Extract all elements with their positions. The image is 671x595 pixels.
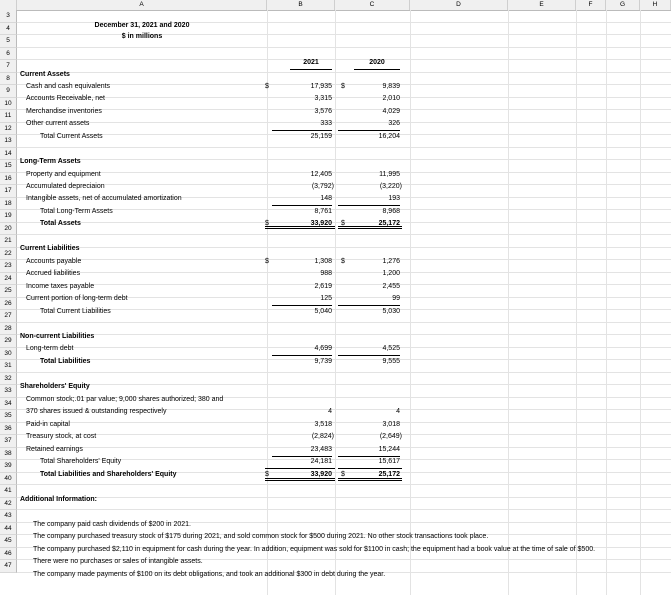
- column-header-e[interactable]: E: [508, 0, 576, 10]
- sheet-row[interactable]: [17, 173, 671, 186]
- value-tlta-2021[interactable]: 8,761: [314, 208, 332, 215]
- sheet-row[interactable]: [17, 273, 671, 286]
- sheet-row[interactable]: [17, 423, 671, 436]
- value-ltd-2021[interactable]: 4,699: [272, 343, 332, 356]
- label-tcl: Total Current Liabilities: [40, 308, 111, 315]
- label-pic: Paid-in capital: [26, 421, 70, 428]
- value-tca-2020[interactable]: 16,204: [378, 133, 400, 140]
- value-accrued-2021[interactable]: 988: [320, 270, 332, 277]
- value-cpltd-2021[interactable]: 125: [272, 293, 332, 306]
- label-treasury: Treasury stock, at cost: [26, 433, 97, 440]
- value-cash-2020[interactable]: 9,839: [382, 83, 400, 90]
- sheet-title: December 31, 2021 and 2020: [94, 22, 190, 29]
- label-itp: Income taxes payable: [26, 283, 95, 290]
- value-itp-2021[interactable]: 2,619: [314, 283, 332, 290]
- row-header[interactable]: 35: [0, 410, 17, 423]
- row-header[interactable]: 38: [0, 448, 17, 461]
- section-current-assets: Current Assets: [20, 71, 70, 78]
- row-header[interactable]: 9: [0, 85, 17, 98]
- label-total-current-assets: Total Current Assets: [40, 133, 103, 140]
- label-common-stock-2: 370 shares issued & outstanding respectively: [26, 408, 167, 415]
- row-header[interactable]: 15: [0, 160, 17, 173]
- sheet-row[interactable]: [17, 360, 671, 373]
- currency-sign: $: [341, 258, 345, 265]
- value-tse-2020[interactable]: 15,617: [378, 458, 400, 465]
- column-header-b[interactable]: B: [267, 0, 335, 10]
- row-header[interactable]: 3: [0, 10, 17, 23]
- value-ar-2021[interactable]: 3,315: [314, 95, 332, 102]
- note-1: The company paid cash dividends of $200 in 2021.: [33, 521, 191, 528]
- column-header-h[interactable]: H: [640, 0, 671, 10]
- sheet-row[interactable]: [17, 160, 671, 173]
- value-ppe-2021[interactable]: 12,405: [310, 171, 332, 178]
- column-header-d[interactable]: D: [410, 0, 508, 10]
- label-ap: Accounts payable: [26, 258, 82, 265]
- sheet-row[interactable]: [17, 235, 671, 248]
- label-total-lta: Total Long-Term Assets: [40, 208, 113, 215]
- value-tl-2020[interactable]: 9,555: [382, 358, 400, 365]
- row-header[interactable]: 43: [0, 510, 17, 523]
- column-header-g[interactable]: G: [606, 0, 640, 10]
- sheet-row[interactable]: [17, 498, 671, 511]
- label-total-assets: Total Assets: [40, 220, 81, 227]
- value-ta-2020[interactable]: 25,172: [378, 220, 400, 227]
- currency-sign: $: [341, 220, 345, 227]
- row-header[interactable]: 11: [0, 110, 17, 123]
- row-header[interactable]: 21: [0, 235, 17, 248]
- value-tlta-2020[interactable]: 8,968: [382, 208, 400, 215]
- sheet-row[interactable]: [17, 60, 671, 73]
- currency-sign: $: [265, 258, 269, 265]
- row-header[interactable]: 42: [0, 498, 17, 511]
- row-header[interactable]: 6: [0, 48, 17, 61]
- label-accrued: Accrued liabilities: [26, 270, 81, 277]
- row-header[interactable]: 31: [0, 360, 17, 373]
- row-header[interactable]: 4: [0, 23, 17, 36]
- currency-sign: $: [265, 471, 269, 478]
- value-ap-2021[interactable]: 1,308: [314, 258, 332, 265]
- value-pic-2021[interactable]: 3,518: [314, 421, 332, 428]
- row-header[interactable]: 5: [0, 35, 17, 48]
- label-tlse: Total Liabilities and Shareholders' Equity: [40, 471, 177, 478]
- value-dep-2021[interactable]: (3,792): [311, 183, 334, 190]
- note-5: The company made payments of $100 on its debt obligations, and took an additional $300 in debt during the year.: [33, 571, 386, 578]
- label-ar: Accounts Receivable, net: [26, 95, 105, 102]
- year-header-2021: 2021: [290, 57, 332, 70]
- row-header[interactable]: 22: [0, 248, 17, 261]
- row-header[interactable]: 10: [0, 98, 17, 111]
- select-all-corner[interactable]: [0, 0, 17, 10]
- row-header[interactable]: 34: [0, 398, 17, 411]
- row-header[interactable]: 23: [0, 260, 17, 273]
- section-noncurrent-liabilities: Non-current Liabilities: [20, 333, 95, 340]
- label-retained: Retained earnings: [26, 446, 83, 453]
- section-long-term-assets: Long-Term Assets: [20, 158, 81, 165]
- value-ppe-2020[interactable]: 11,995: [379, 171, 400, 178]
- row-header[interactable]: 20: [0, 223, 17, 236]
- section-additional-info: Additional Information:: [20, 496, 97, 503]
- value-pic-2020[interactable]: 3,018: [382, 421, 400, 428]
- row-header[interactable]: 39: [0, 460, 17, 473]
- currency-sign: $: [265, 83, 269, 90]
- row-header[interactable]: 44: [0, 523, 17, 536]
- value-tca-2021[interactable]: 25,159: [310, 133, 332, 140]
- section-equity: Shareholders' Equity: [20, 383, 90, 390]
- row-header[interactable]: 25: [0, 285, 17, 298]
- label-common-stock-1: Common stock;.01 par value; 9,000 shares authorized; 380 and: [26, 396, 224, 403]
- row-header[interactable]: 32: [0, 373, 17, 386]
- row-header[interactable]: 14: [0, 148, 17, 161]
- row-header[interactable]: 37: [0, 435, 17, 448]
- row-header[interactable]: 12: [0, 123, 17, 136]
- row-header[interactable]: 29: [0, 335, 17, 348]
- row-header[interactable]: 7: [0, 60, 17, 73]
- value-inventories-2021[interactable]: 3,576: [314, 108, 332, 115]
- row-header[interactable]: 18: [0, 198, 17, 211]
- value-oca-2020[interactable]: 326: [338, 118, 400, 131]
- value-oca-2021[interactable]: 333: [272, 118, 332, 131]
- label-tse: Total Shareholders' Equity: [40, 458, 122, 465]
- value-re-2020[interactable]: 15,244: [338, 444, 400, 457]
- row-header[interactable]: 17: [0, 185, 17, 198]
- currency-sign: $: [265, 220, 269, 227]
- sheet-row[interactable]: [17, 135, 671, 148]
- row-header[interactable]: 41: [0, 485, 17, 498]
- label-ltd: Long-term debt: [26, 345, 74, 352]
- row-header[interactable]: 28: [0, 323, 17, 336]
- sheet-row[interactable]: [17, 48, 671, 61]
- note-4: There were no purchases or sales of intangible assets.: [33, 558, 203, 565]
- value-tl-2021[interactable]: 9,739: [314, 358, 332, 365]
- sheet-subtitle: $ in millions: [121, 33, 163, 40]
- row-header[interactable]: 45: [0, 535, 17, 548]
- row-header[interactable]: 27: [0, 310, 17, 323]
- row-header[interactable]: 19: [0, 210, 17, 223]
- note-2: The company purchased treasury stock of $175 during 2021, and sold common stock for $500 during 2021. No other stock transactions took place.: [33, 533, 489, 540]
- sheet-row[interactable]: [17, 148, 671, 161]
- row-header[interactable]: 16: [0, 173, 17, 186]
- sheet-row[interactable]: [17, 485, 671, 498]
- label-cash: Cash and cash equivalents: [26, 83, 111, 90]
- label-intangibles: Intangible assets, net of accumulated amortization: [26, 195, 182, 202]
- column-header-c[interactable]: C: [335, 0, 410, 10]
- row-header[interactable]: 8: [0, 73, 17, 86]
- value-ap-2020[interactable]: 1,276: [382, 258, 400, 265]
- value-tcl-2021[interactable]: 5,040: [314, 308, 332, 315]
- value-ta-2021[interactable]: 33,920: [310, 220, 332, 227]
- value-tcl-2020[interactable]: 5,030: [382, 308, 400, 315]
- value-inventories-2020[interactable]: 4,029: [382, 108, 400, 115]
- row-header[interactable]: 46: [0, 548, 17, 561]
- value-itp-2020[interactable]: 2,455: [382, 283, 400, 290]
- value-ts-2020[interactable]: (2,649): [379, 433, 402, 440]
- value-tse-2021[interactable]: 24,181: [310, 458, 332, 465]
- row-header[interactable]: 40: [0, 473, 17, 486]
- column-header-a[interactable]: A: [17, 0, 267, 10]
- value-ar-2020[interactable]: 2,010: [382, 95, 400, 102]
- note-3: The company purchased $2,110 in equipment for cash during the year. In addition, equipment was sold for $1100 in cash; the equipment had a book value at the time of sale of $500.: [33, 546, 596, 553]
- value-accrued-2020[interactable]: 1,200: [382, 270, 400, 277]
- label-ppe: Property and equipment: [26, 171, 101, 178]
- value-tlse-2020[interactable]: 25,172: [378, 471, 400, 478]
- label-inventories: Merchandise inventories: [26, 108, 102, 115]
- value-intang-2021[interactable]: 148: [272, 193, 332, 206]
- sheet-row[interactable]: [17, 323, 671, 336]
- row-header[interactable]: 24: [0, 273, 17, 286]
- row-header[interactable]: 33: [0, 385, 17, 398]
- currency-sign: $: [341, 471, 345, 478]
- sheet-row[interactable]: [17, 373, 671, 386]
- sheet-row[interactable]: [17, 98, 671, 111]
- label-depreciation: Accumulated depreciaion: [26, 183, 105, 190]
- section-current-liabilities: Current Liabilities: [20, 245, 80, 252]
- row-header[interactable]: 13: [0, 135, 17, 148]
- value-dep-2020[interactable]: (3,220): [379, 183, 402, 190]
- row-header[interactable]: 30: [0, 348, 17, 361]
- row-header[interactable]: 47: [0, 560, 17, 573]
- value-cs-2020[interactable]: 4: [396, 408, 400, 415]
- year-header-2020: 2020: [354, 57, 400, 70]
- column-header-f[interactable]: F: [576, 0, 606, 10]
- label-total-liabilities: Total Liabilities: [40, 358, 91, 365]
- value-cpltd-2020[interactable]: 99: [338, 293, 400, 306]
- value-tlse-2021[interactable]: 33,920: [310, 471, 332, 478]
- label-other-current-assets: Other current assets: [26, 120, 90, 127]
- value-re-2021[interactable]: 23,483: [272, 444, 332, 457]
- currency-sign: $: [341, 83, 345, 90]
- sheet-row[interactable]: [17, 310, 671, 323]
- value-cash-2021[interactable]: 17,935: [310, 83, 332, 90]
- value-ltd-2020[interactable]: 4,525: [338, 343, 400, 356]
- label-cpltd: Current portion of long-term debt: [26, 295, 128, 302]
- row-header[interactable]: 36: [0, 423, 17, 436]
- value-cs-2021[interactable]: 4: [328, 408, 332, 415]
- value-intang-2020[interactable]: 193: [338, 193, 400, 206]
- row-header[interactable]: 26: [0, 298, 17, 311]
- value-ts-2021[interactable]: (2,824): [311, 433, 334, 440]
